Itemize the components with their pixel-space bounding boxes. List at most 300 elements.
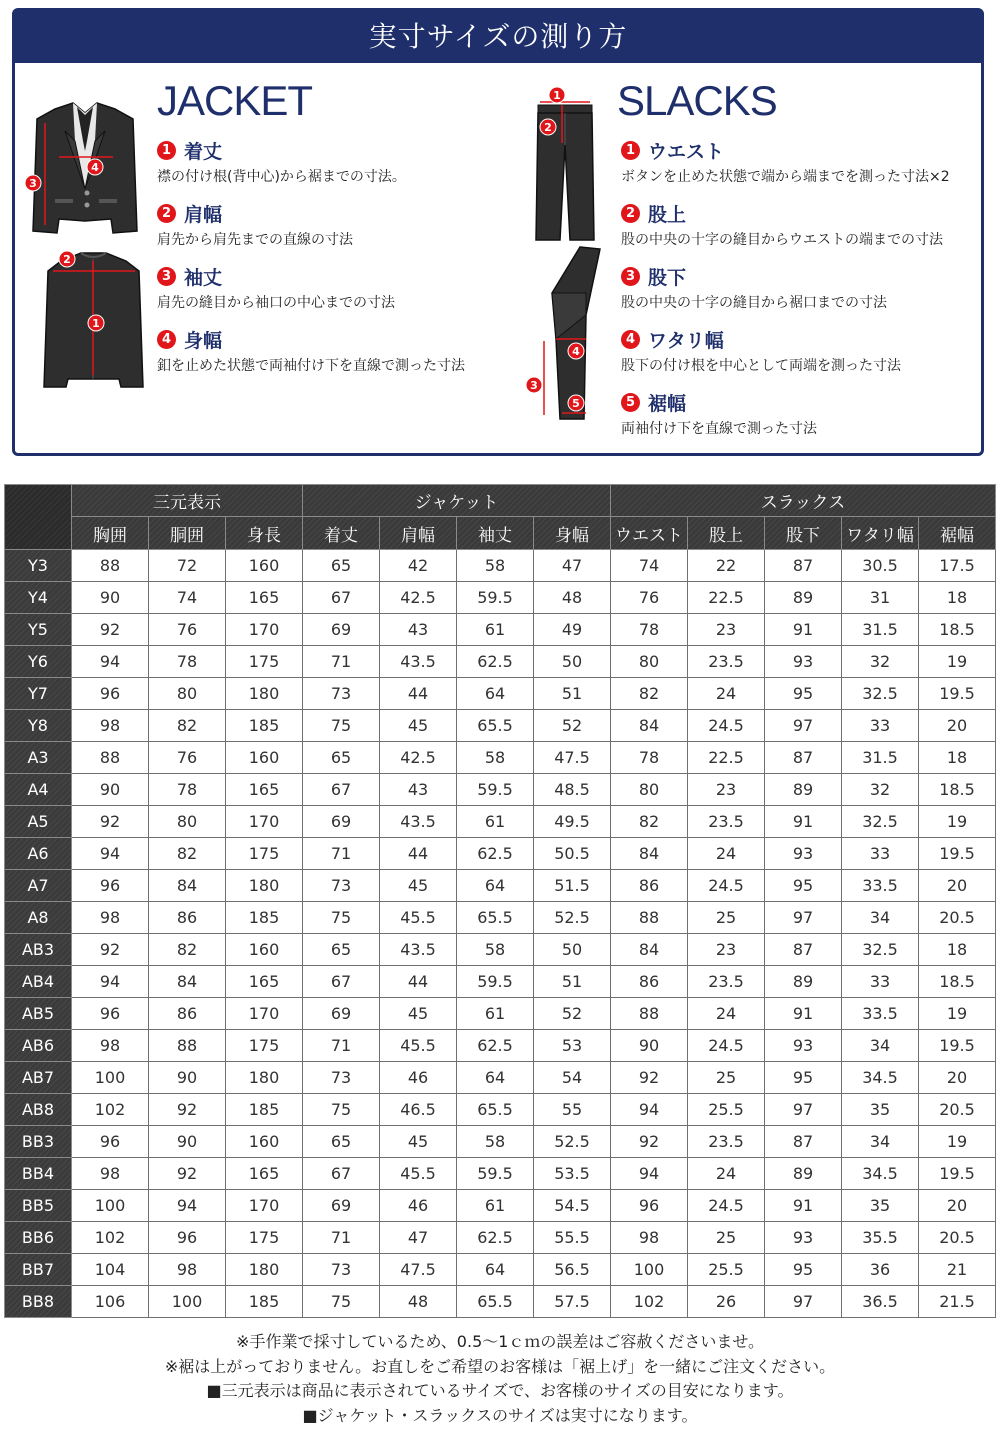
table-cell: 52 [534,710,611,742]
size-label: A5 [5,806,72,838]
table-cell: 170 [226,806,303,838]
table-cell: 91 [765,998,842,1030]
table-cell: 47.5 [534,742,611,774]
table-cell: 18 [919,582,996,614]
table-cell: 90 [72,774,149,806]
table-cell: 53 [534,1030,611,1062]
marker-label: 3 [530,379,538,392]
table-cell: 22 [688,550,765,582]
table-cell: 20 [919,1062,996,1094]
table-cell: 65 [303,550,380,582]
table-cell: 96 [72,1126,149,1158]
table-row [5,710,996,742]
table-cell: 46 [380,1190,457,1222]
note-line: ■ジャケット・スラックスのサイズは実寸になります。 [302,1405,698,1425]
table-cell: 94 [611,1094,688,1126]
table-cell: 86 [149,998,226,1030]
table-cell: 23.5 [688,646,765,678]
column-header: ウエスト [611,517,688,550]
table-cell: 88 [611,902,688,934]
table-row [5,678,996,710]
table-cell: 93 [765,838,842,870]
table-cell: 23 [688,934,765,966]
table-cell: 175 [226,838,303,870]
table-cell: 180 [226,678,303,710]
column-header: 着丈 [303,517,380,550]
table-cell: 88 [72,550,149,582]
table-cell: 19 [919,646,996,678]
table-cell: 175 [226,1030,303,1062]
table-cell: 50 [534,934,611,966]
table-cell: 65.5 [457,902,534,934]
table-cell: 78 [611,742,688,774]
table-cell: 67 [303,774,380,806]
table-cell: 170 [226,998,303,1030]
size-label: BB6 [5,1222,72,1254]
table-cell: 90 [72,582,149,614]
table-cell: 165 [226,774,303,806]
table-cell: 165 [226,966,303,998]
table-cell: 69 [303,998,380,1030]
table-cell: 58 [457,742,534,774]
table-cell: 98 [72,902,149,934]
table-cell: 180 [226,1062,303,1094]
table-cell: 44 [380,838,457,870]
table-cell: 45.5 [380,902,457,934]
table-cell: 98 [72,1030,149,1062]
item-description: 肩先から肩先までの直線の寸法 [157,232,353,248]
size-label: Y7 [5,678,72,710]
table-cell: 20.5 [919,902,996,934]
table-cell: 90 [149,1126,226,1158]
table-cell: 19 [919,998,996,1030]
table-cell: 18 [919,742,996,774]
table-cell: 49.5 [534,806,611,838]
table-row [5,1094,996,1126]
table-cell: 20 [919,710,996,742]
table-cell: 25.5 [688,1094,765,1126]
table-cell: 24.5 [688,870,765,902]
table-cell: 24 [688,1158,765,1190]
jacket-title: JACKET [157,77,313,124]
size-label: BB5 [5,1190,72,1222]
table-cell: 97 [765,902,842,934]
table-cell: 94 [611,1158,688,1190]
table-cell: 93 [765,646,842,678]
table-cell: 32.5 [842,678,919,710]
table-cell: 65.5 [457,1094,534,1126]
table-cell: 89 [765,1158,842,1190]
table-cell: 100 [72,1062,149,1094]
table-cell: 59.5 [457,774,534,806]
table-cell: 42.5 [380,582,457,614]
table-cell: 62.5 [457,1030,534,1062]
guide-title: 実寸サイズの測り方 [15,11,981,63]
corner-cell [5,485,72,550]
table-cell: 48.5 [534,774,611,806]
table-cell: 19 [919,806,996,838]
table-cell: 33.5 [842,870,919,902]
table-cell: 92 [72,614,149,646]
table-row [5,1062,996,1094]
table-cell: 78 [149,646,226,678]
column-header: 肩幅 [380,517,457,550]
table-cell: 73 [303,1254,380,1286]
column-header: 身幅 [534,517,611,550]
table-cell: 62.5 [457,1222,534,1254]
table-cell: 73 [303,870,380,902]
table-cell: 50.5 [534,838,611,870]
table-cell: 94 [72,838,149,870]
table-cell: 76 [149,742,226,774]
table-cell: 96 [611,1190,688,1222]
table-cell: 22.5 [688,742,765,774]
table-row [5,966,996,998]
table-cell: 43 [380,774,457,806]
table-cell: 170 [226,614,303,646]
table-cell: 96 [72,998,149,1030]
group-header: 三元表示 [72,485,303,517]
table-cell: 53.5 [534,1158,611,1190]
table-cell: 98 [72,1158,149,1190]
table-cell: 24 [688,678,765,710]
table-cell: 48 [380,1286,457,1318]
table-cell: 89 [765,582,842,614]
table-cell: 160 [226,550,303,582]
table-cell: 94 [72,646,149,678]
table-cell: 96 [149,1222,226,1254]
table-row [5,1222,996,1254]
item-description: 股下の付け根を中心として両端を測った寸法 [621,358,901,374]
table-row [5,582,996,614]
number-5-icon: 5 [621,393,640,412]
marker-label: 4 [91,161,99,174]
table-cell: 44 [380,678,457,710]
item-description: 肩先の縫目から袖口の中心までの寸法 [157,295,395,311]
table-cell: 90 [611,1030,688,1062]
table-cell: 20 [919,870,996,902]
jacket-back-illustration [41,247,146,392]
table-cell: 34 [842,1126,919,1158]
table-cell: 100 [611,1254,688,1286]
table-row [5,934,996,966]
size-label: BB7 [5,1254,72,1286]
table-cell: 23.5 [688,966,765,998]
table-cell: 87 [765,934,842,966]
column-header: 袖丈 [457,517,534,550]
table-cell: 75 [303,1094,380,1126]
marker-label: 2 [544,121,552,134]
table-cell: 59.5 [457,582,534,614]
table-cell: 45 [380,998,457,1030]
column-header: 裾幅 [919,517,996,550]
number-2-icon: 2 [157,204,176,223]
table-cell: 93 [765,1222,842,1254]
item-label: 着丈 [184,140,223,163]
table-cell: 24.5 [688,1190,765,1222]
marker-label: 2 [63,253,71,266]
table-cell: 25 [688,902,765,934]
table-cell: 82 [149,838,226,870]
jacket-item-length [157,137,406,186]
table-cell: 19.5 [919,1030,996,1062]
table-cell: 46 [380,1062,457,1094]
table-cell: 67 [303,966,380,998]
table-cell: 33 [842,710,919,742]
table-cell: 20 [919,1190,996,1222]
table-cell: 82 [149,710,226,742]
table-cell: 23 [688,774,765,806]
table-cell: 19.5 [919,838,996,870]
table-cell: 17.5 [919,550,996,582]
table-cell: 102 [611,1286,688,1318]
table-cell: 71 [303,1030,380,1062]
table-cell: 84 [149,966,226,998]
table-cell: 92 [72,934,149,966]
table-cell: 61 [457,1190,534,1222]
table-cell: 86 [611,966,688,998]
table-cell: 61 [457,806,534,838]
table-cell: 75 [303,902,380,934]
table-body [5,550,996,1318]
table-cell: 65 [303,934,380,966]
table-cell: 82 [611,678,688,710]
table-cell: 62.5 [457,646,534,678]
table-cell: 91 [765,806,842,838]
size-label: BB3 [5,1126,72,1158]
table-row [5,838,996,870]
item-description: 釦を止めた状態で両袖付け下を直線で測った寸法 [157,358,465,374]
table-cell: 34 [842,1030,919,1062]
size-label: AB5 [5,998,72,1030]
table-cell: 92 [72,806,149,838]
table-cell: 97 [765,1286,842,1318]
table-cell: 180 [226,870,303,902]
table-cell: 45.5 [380,1158,457,1190]
table-cell: 47 [380,1222,457,1254]
table-cell: 185 [226,710,303,742]
table-cell: 67 [303,1158,380,1190]
table-cell: 51.5 [534,870,611,902]
table-cell: 45 [380,710,457,742]
marker-label: 3 [29,177,37,190]
marker-label: 1 [553,89,561,102]
size-label: A6 [5,838,72,870]
table-cell: 95 [765,678,842,710]
size-label: A7 [5,870,72,902]
table-cell: 34.5 [842,1062,919,1094]
table-cell: 165 [226,582,303,614]
table-cell: 18.5 [919,774,996,806]
table-cell: 56.5 [534,1254,611,1286]
table-cell: 48 [534,582,611,614]
size-label: Y8 [5,710,72,742]
table-cell: 92 [149,1094,226,1126]
table-cell: 74 [611,550,688,582]
jacket-item-shoulder [157,200,353,249]
group-header: スラックス [611,485,996,517]
table-cell: 43.5 [380,934,457,966]
table-cell: 87 [765,550,842,582]
table-cell: 47.5 [380,1254,457,1286]
size-label: BB8 [5,1286,72,1318]
item-label: 裾幅 [648,392,687,415]
table-cell: 95 [765,1062,842,1094]
table-cell: 45 [380,870,457,902]
table-cell: 45 [380,1126,457,1158]
table-cell: 44 [380,966,457,998]
table-row [5,550,996,582]
table-cell: 24 [688,838,765,870]
table-cell: 52.5 [534,1126,611,1158]
table-cell: 58 [457,550,534,582]
note-line: ■三元表示は商品に表示されているサイズで、お客様のサイズの目安になります。 [206,1381,794,1400]
number-3-icon: 3 [621,267,640,286]
table-cell: 55 [534,1094,611,1126]
table-cell: 71 [303,646,380,678]
table-cell: 45.5 [380,1030,457,1062]
table-cell: 65.5 [457,1286,534,1318]
table-cell: 33.5 [842,998,919,1030]
table-cell: 25 [688,1062,765,1094]
table-cell: 87 [765,742,842,774]
table-cell: 98 [611,1222,688,1254]
table-cell: 21.5 [919,1286,996,1318]
table-cell: 55.5 [534,1222,611,1254]
table-cell: 96 [72,678,149,710]
column-header: 股下 [765,517,842,550]
table-cell: 34.5 [842,1158,919,1190]
size-label: Y3 [5,550,72,582]
table-cell: 18.5 [919,614,996,646]
table-cell: 23 [688,614,765,646]
table-cell: 86 [611,870,688,902]
table-cell: 72 [149,550,226,582]
table-cell: 35 [842,1094,919,1126]
table-cell: 18 [919,934,996,966]
table-cell: 61 [457,998,534,1030]
slacks-title: SLACKS [617,77,777,124]
size-label: A4 [5,774,72,806]
table-cell: 65.5 [457,710,534,742]
table-cell: 84 [611,934,688,966]
number-3-icon: 3 [157,267,176,286]
table-cell: 42 [380,550,457,582]
column-header-row [5,517,996,550]
slacks-item-thigh [621,326,901,375]
table-cell: 84 [611,838,688,870]
table-cell: 93 [765,1030,842,1062]
slacks-item-hem [621,389,817,438]
size-label: AB7 [5,1062,72,1094]
item-description: 両袖付け下を直線で測った寸法 [621,421,817,437]
table-cell: 76 [611,582,688,614]
table-cell: 33 [842,966,919,998]
table-row [5,742,996,774]
table-cell: 91 [765,1190,842,1222]
size-label: Y6 [5,646,72,678]
table-cell: 69 [303,614,380,646]
table-row [5,902,996,934]
size-label: Y4 [5,582,72,614]
table-row [5,774,996,806]
table-cell: 78 [611,614,688,646]
table-cell: 185 [226,1286,303,1318]
table-cell: 19 [919,1126,996,1158]
table-cell: 47 [534,550,611,582]
table-cell: 170 [226,1190,303,1222]
table-row [5,998,996,1030]
table-cell: 160 [226,742,303,774]
table-cell: 25 [688,1222,765,1254]
item-label: ワタリ幅 [648,329,724,352]
table-cell: 67 [303,582,380,614]
table-cell: 57.5 [534,1286,611,1318]
table-cell: 32 [842,774,919,806]
table-cell: 31 [842,582,919,614]
table-row [5,1190,996,1222]
table-cell: 180 [226,1254,303,1286]
table-cell: 32.5 [842,934,919,966]
note-line: ※手作業で採寸しているため、0.5～1ｃｍの誤差はご容赦くださいませ。 [236,1332,764,1351]
table-cell: 71 [303,1222,380,1254]
table-row [5,1158,996,1190]
table-cell: 18.5 [919,966,996,998]
table-cell: 97 [765,710,842,742]
table-cell: 31.5 [842,614,919,646]
table-cell: 69 [303,806,380,838]
item-label: 股上 [648,203,687,226]
item-label: 股下 [648,266,687,289]
table-cell: 82 [149,934,226,966]
table-cell: 175 [226,1222,303,1254]
item-label: 身幅 [184,329,223,352]
table-cell: 65 [303,742,380,774]
table-cell: 75 [303,1286,380,1318]
table-cell: 64 [457,678,534,710]
table-cell: 84 [149,870,226,902]
table-cell: 104 [72,1254,149,1286]
size-label: A3 [5,742,72,774]
table-row [5,870,996,902]
table-cell: 19.5 [919,1158,996,1190]
size-table [4,484,996,1318]
group-header: ジャケット [303,485,611,517]
table-cell: 88 [72,742,149,774]
table-cell: 51 [534,678,611,710]
table-cell: 54 [534,1062,611,1094]
table-cell: 102 [72,1222,149,1254]
table-cell: 21 [919,1254,996,1286]
table-cell: 24.5 [688,1030,765,1062]
table-cell: 94 [72,966,149,998]
column-header: 身長 [226,517,303,550]
table-cell: 49 [534,614,611,646]
table-cell: 98 [149,1254,226,1286]
slacks-item-inseam [621,263,887,312]
number-4-icon: 4 [621,330,640,349]
item-description: 股の中央の十字の縫目から裾口までの寸法 [621,295,887,311]
table-cell: 32 [842,646,919,678]
table-cell: 52 [534,998,611,1030]
table-cell: 59.5 [457,966,534,998]
table-cell: 23.5 [688,1126,765,1158]
size-label: AB3 [5,934,72,966]
table-row [5,1126,996,1158]
table-cell: 160 [226,1126,303,1158]
table-cell: 185 [226,902,303,934]
table-cell: 78 [149,774,226,806]
